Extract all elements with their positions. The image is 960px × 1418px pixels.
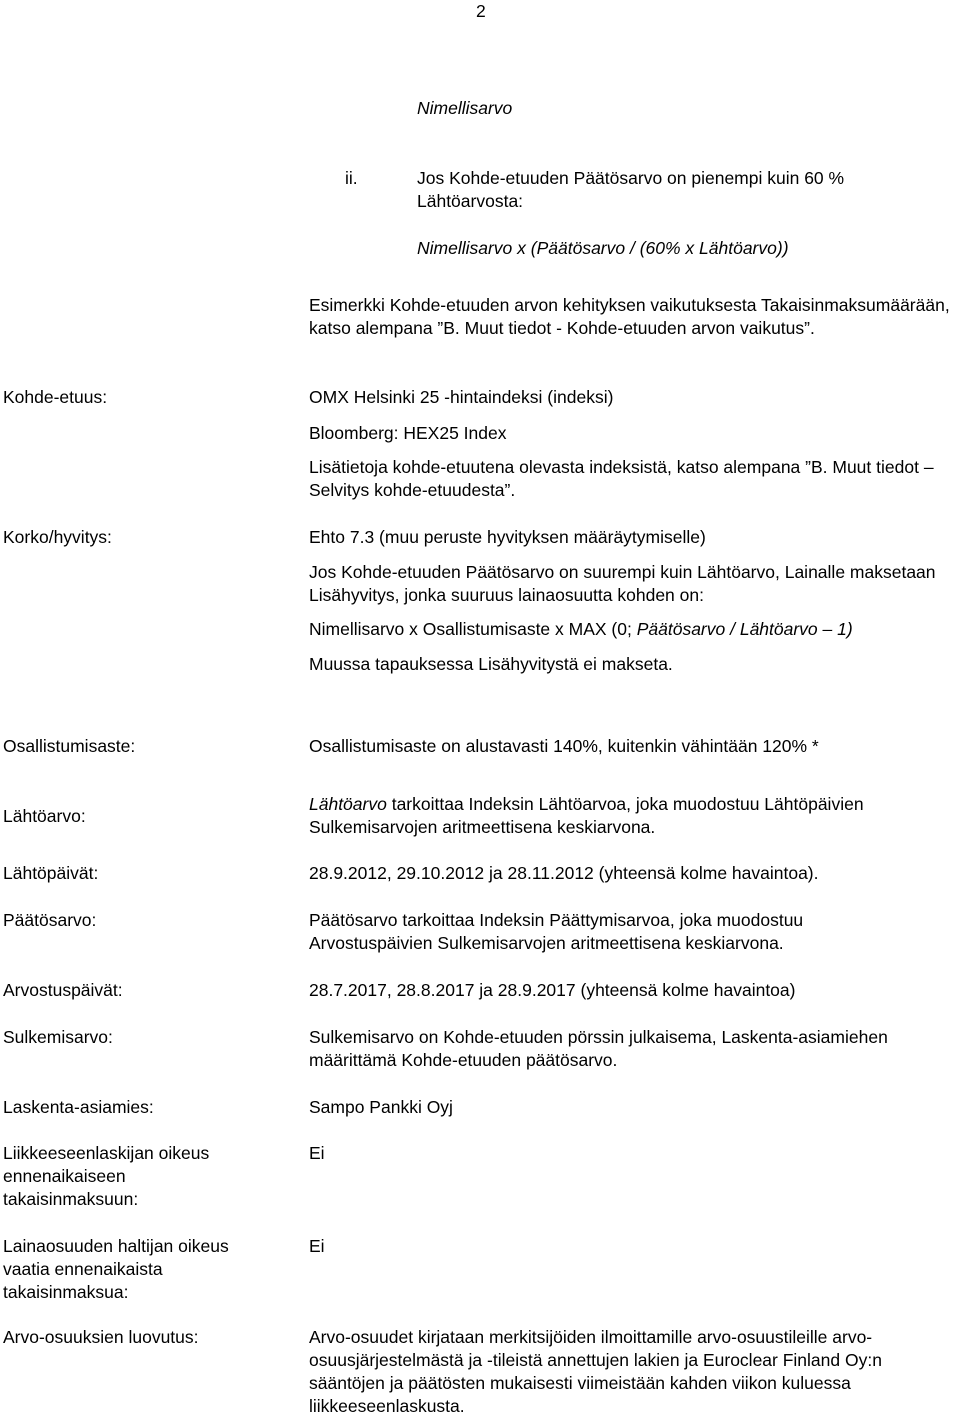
lisahyvitys-formula	[309, 618, 853, 641]
kohde-etuus-label: Kohde-etuus:	[3, 387, 108, 407]
paatosarvo-label: Päätösarvo:	[3, 910, 97, 930]
arvo-osuuksien-value: Arvo-osuudet kirjataan merkitsijöiden ilmoittamille arvo-osuustileille arvo-osuusjärjestelmästä ja -tileistä annettujen lakien ja Euroclear Finland Oy:n sääntöjen ja päätösten mukaisesti viimeistään kahden viikon kuluessa liikkeeseenlaskusta.	[309, 1327, 882, 1416]
lahtoarvo-label: Lähtöarvo:	[3, 806, 86, 826]
korko-condition: Ehto 7.3 (muu peruste hyvityksen määräytymiselle)	[309, 527, 706, 547]
example-paragraph: Esimerkki Kohde-etuuden arvon kehityksen vaikutuksesta Takaisinmaksumäärään, katso alempana ”B. Muut tiedot - Kohde-etuuden arvon vaikutus”.	[309, 295, 950, 338]
arvo-osuuksien-label: Arvo-osuuksien luovutus:	[3, 1327, 199, 1347]
korko-label: Korko/hyvitys:	[3, 527, 112, 547]
early-redemption-issuer-label: Liikkeeseenlaskijan oikeus ennenaikaiseen takaisinmaksuun:	[3, 1143, 210, 1209]
laskenta-asiamies-label: Laskenta-asiamies:	[3, 1097, 154, 1117]
list-item-text: Jos Kohde-etuuden Päätösarvo on pienempi kuin 60 % Lähtöarvosta:	[417, 168, 845, 211]
kohde-etuus-name: OMX Helsinki 25 -hintaindeksi (indeksi)	[309, 387, 614, 407]
bloomberg-ticker: Bloomberg: HEX25 Index	[309, 423, 507, 443]
list-marker: ii.	[345, 168, 358, 188]
section-heading: Nimellisarvo	[417, 98, 513, 118]
lahtoarvo-value	[309, 793, 954, 839]
formula-prefix: Nimellisarvo x Osallistumisaste x MAX (0;	[309, 619, 637, 639]
osallistumisaste-value: Osallistumisaste on alustavasti 140%, kuitenkin vähintään 120% *	[309, 736, 819, 756]
formula-italic: Päätösarvo / Lähtöarvo – 1)	[636, 619, 853, 639]
early-redemption-holder-value: Ei	[309, 1236, 325, 1256]
osallistumisaste-label: Osallistumisaste:	[3, 736, 136, 756]
formula-text: Nimellisarvo x (Päätösarvo / (60% x Lähtöarvo))	[417, 238, 789, 258]
lahtoarvo-term: Lähtöarvo	[309, 794, 387, 814]
arvostuspaivat-value: 28.7.2017, 28.8.2017 ja 28.9.2017 (yhteensä kolme havaintoa)	[309, 980, 796, 1000]
page-number: 2	[476, 1, 486, 21]
kohde-etuus-info: Lisätietoja kohde-etuutena olevasta indeksistä, katso alempana ”B. Muut tiedot – Selvitys kohde-etuudesta”.	[309, 457, 934, 500]
lahtopaivat-value: 28.9.2012, 29.10.2012 ja 28.11.2012 (yhteensä kolme havaintoa).	[309, 863, 819, 883]
paatosarvo-value: Päätösarvo tarkoittaa Indeksin Päättymisarvoa, joka muodostuu Arvostuspäivien Sulkemisarvojen aritmeettisena keskiarvona.	[309, 910, 804, 953]
arvostuspaivat-label: Arvostuspäivät:	[3, 980, 123, 1000]
korko-otherwise: Muussa tapauksessa Lisähyvitystä ei makseta.	[309, 654, 673, 674]
early-redemption-holder-label: Lainaosuuden haltijan oikeus vaatia ennenaikaista takaisinmaksua:	[3, 1236, 229, 1302]
lahtopaivat-label: Lähtöpäivät:	[3, 863, 99, 883]
lahtoarvo-definition: tarkoittaa Indeksin Lähtöarvoa, joka muodostuu Lähtöpäivien Sulkemisarvojen aritmeettisena keskiarvona.	[309, 794, 864, 837]
sulkemisarvo-label: Sulkemisarvo:	[3, 1027, 113, 1047]
sulkemisarvo-value: Sulkemisarvo on Kohde-etuuden pörssin julkaisema, Laskenta-asiamiehen määrittämä Kohde-etuuden päätösarvo.	[309, 1027, 888, 1070]
korko-description: Jos Kohde-etuuden Päätösarvo on suurempi kuin Lähtöarvo, Lainalle maksetaan Lisähyvitys, jonka suuruus lainaosuutta kohden on:	[309, 562, 936, 605]
early-redemption-issuer-value: Ei	[309, 1143, 325, 1163]
laskenta-asiamies-value: Sampo Pankki Oyj	[309, 1097, 453, 1117]
